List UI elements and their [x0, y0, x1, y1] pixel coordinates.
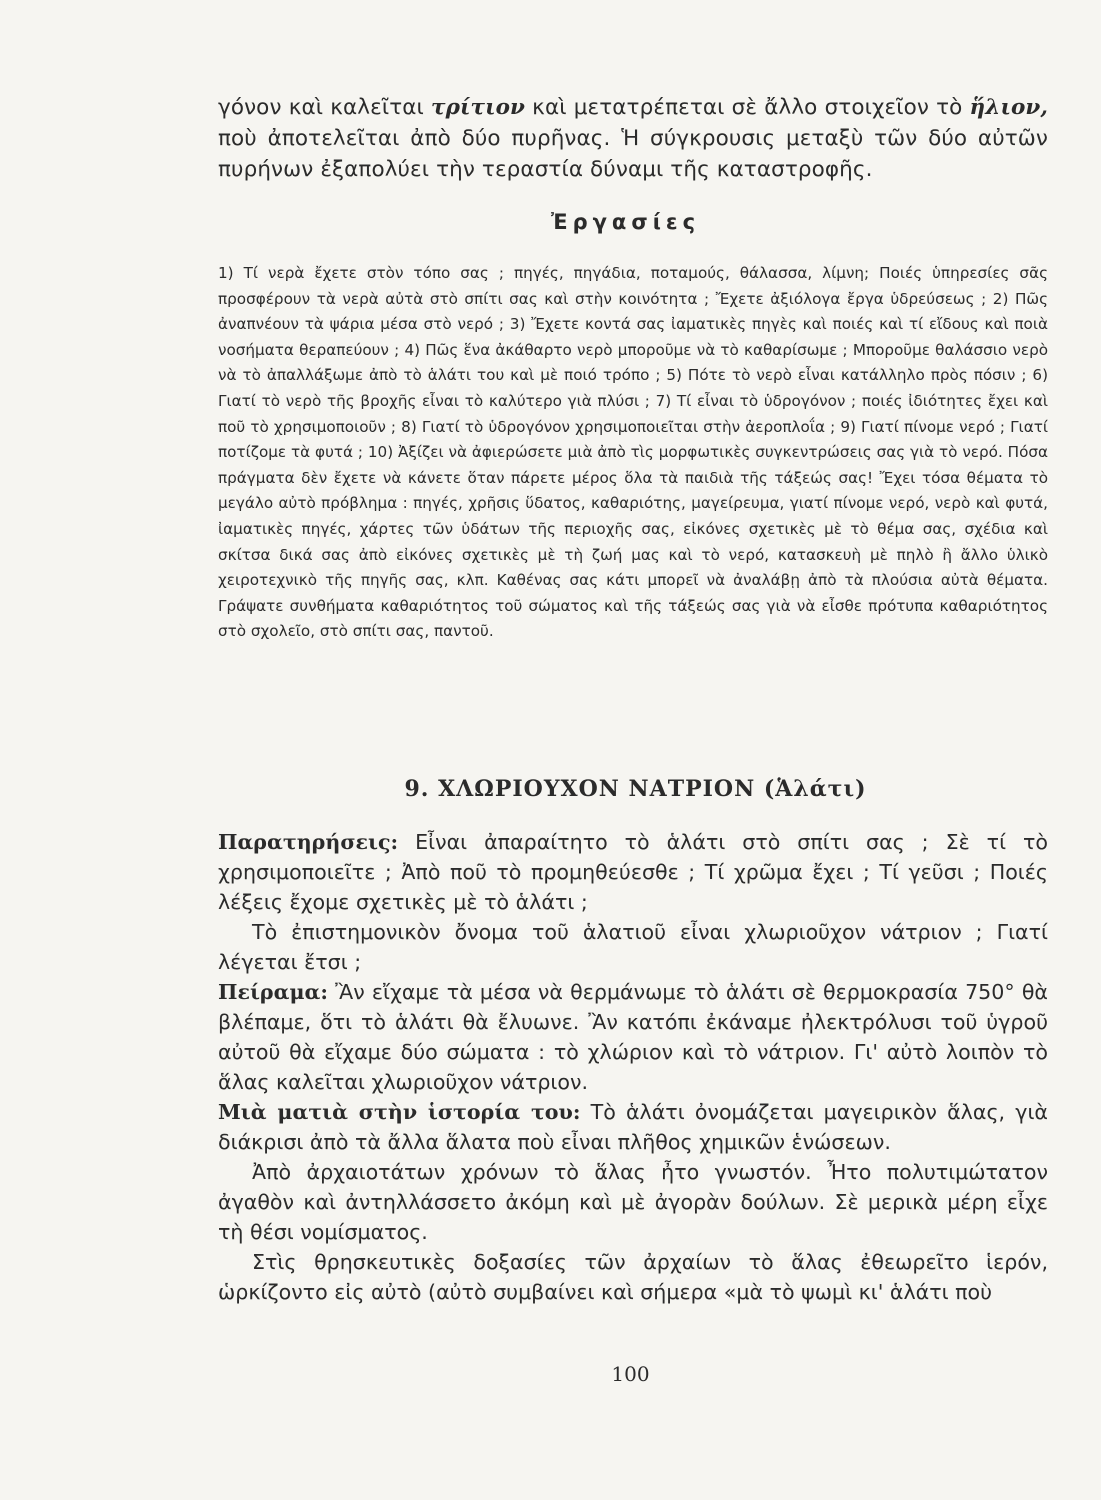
lead-history: Μιὰ ματιὰ στὴν ἱστορία του:	[218, 1100, 581, 1124]
paragraph-ancient-times: Ἀπὸ ἀρχαιοτάτων χρόνων τὸ ἅλας ἦτο γνωστόν. Ἦτο πολυτιμώτατον ἀγαθὸν καὶ ἀντηλλάσσετο ἀκόμη καὶ μὲ ἀγορὰν δούλων. Σὲ μερικὰ μέρη εἶχε τὴ θέσι νομίσματος.	[218, 1160, 1048, 1244]
section-heading: 9. ΧΛΩΡΙΟΥΧΟΝ ΝΑΤΡΙΟΝ (Ἁλάτι)	[404, 776, 867, 802]
intro-text	[218, 92, 1048, 185]
intro-paragraph	[218, 92, 1048, 185]
ergasies-heading: Ἐργασίες	[550, 210, 701, 234]
history-text: Τὸ ἁλάτι ὀνομάζεται μαγειρικὸν ἅλας, γιὰ διάκρισι ἀπὸ τὰ ἄλλα ἅλατα ποὺ εἶναι πλῆθος χημικῶν ἑνώσεων.	[218, 1100, 1048, 1154]
paragraph-scientific-name: Τὸ ἐπιστημονικὸν ὄνομα τοῦ ἁλατιοῦ εἶναι χλωριοῦχον νάτριον ; Γιατί λέγεται ἔτσι ;	[218, 920, 1048, 974]
lead-observations: Παρατηρήσεις:	[218, 830, 399, 854]
main-text	[218, 827, 1048, 1307]
paragraph-history	[218, 1097, 1048, 1157]
intro-text-2: καὶ μετατρέπεται σὲ ἄλλο στοιχεῖον τὸ	[525, 95, 970, 120]
page-number: 100	[611, 1362, 650, 1386]
term-helium: ἥλιον,	[969, 95, 1048, 120]
observations-text: Εἶναι ἀπαραίτητο τὸ ἁλάτι στὸ σπίτι σας ; Σὲ τί τὸ χρησιμοποιεῖτε ; Ἀπὸ ποῦ τὸ προμηθεύεσθε ; Τί χρῶμα ἔχει ; Τί γεῦσι ; Ποιές λέξεις ἔχομε σχετικὲς μὲ τὸ ἁλάτι ;	[218, 830, 1048, 914]
paragraph-religious-beliefs: Στὶς θρησκευτικὲς δοξασίες τῶν ἀρχαίων τὸ ἅλας ἐθεωρεῖτο ἱερόν, ὡρκίζοντο εἰς αὐτὸ (αὐτὸ συμβαίνει καὶ σήμερα «μὰ τὸ ψωμὶ κι' ἁλάτι ποὺ	[218, 1250, 1048, 1304]
intro-text-3: ποὺ ἀποτελεῖται ἀπὸ δύο πυρῆνας. Ἡ σύγκρουσις μεταξὺ τῶν δύο αὐτῶν πυρήνων ἐξαπολύει τὴν τεραστία δύναμι τῆς καταστροφῆς.	[218, 126, 1048, 182]
term-tritium: τρίτιον	[431, 95, 526, 120]
paragraph-experiment	[218, 977, 1048, 1097]
experiment-text: Ἂν εἴχαμε τὰ μέσα νὰ θερμάνωμε τὸ ἁλάτι σὲ θερμοκρασία 750° θὰ βλέπαμε, ὅτι τὸ ἁλάτι θὰ ἔλυωνε. Ἂν κατόπι ἐκάναμε ἠλεκτρόλυσι τοῦ ὑγροῦ αὐτοῦ θὰ εἴχαμε δύο σώματα : τὸ χλώριον καὶ τὸ νάτριον. Γι' αὐτὸ λοιπὸν τὸ ἅλας καλεῖται χλωριοῦχον νάτριον.	[218, 980, 1048, 1094]
ergasies-body: 1) Τί νερὰ ἔχετε στὸν τόπο σας ; πηγές, πηγάδια, ποταμούς, θάλασσα, λίμνη; Ποιές ὑπηρεσίες σᾶς προσφέρουν τὰ νερὰ αὐτὰ στὸ σπίτι σας καὶ στὴν κοινότητα ; Ἔχετε ἀξιόλογα ἔργα ὑδρεύσεως ; 2) Πῶς ἀναπνέουν τὰ ψάρια μέσα στὸ νερό ; 3) Ἔχετε κοντά σας ἰαματικὲς πηγὲς καὶ ποιές καὶ τί εἴδους καὶ ποιὰ νοσήματα θεραπεύουν ; 4) Πῶς ἕνα ἀκάθαρτο νερὸ μποροῦμε νὰ τὸ καθαρίσωμε ; Μποροῦμε θαλάσσιο νερὸ νὰ τὸ ἀπαλλάξωμε ἀπὸ τὸ ἁλάτι του καὶ μὲ ποιό τρόπο ; 5) Πότε τὸ νερὸ εἶναι κατάλληλο πρὸς πόσιν ; 6) Γιατί τὸ νερὸ τῆς βροχῆς εἶναι τὸ καλύτερο γιὰ πλύσι ; 7) Τί εἶναι τὸ ὑδρογόνον ; ποιές ἰδιότητες ἔχει καὶ ποῦ τὸ χρησιμοποιοῦν ; 8) Γιατί τὸ ὑδρογόνον χρησιμοποιεῖται στὴν ἀεροπλοΐα ; 9) Γιατί πίνομε νερό ; Γιατί ποτίζομε τὰ φυτά ; 10) Ἀξίζει νὰ ἀφιερώσετε μιὰ ἀπὸ τὶς μορφωτικὲς συγκεντρώσεις σας γιὰ τὸ νερό. Πόσα πράγματα δὲν ἔχετε νὰ κάνετε ὅταν πάρετε μέρος ὅλα τὰ παιδιὰ τῆς τάξεώς σας! Ἔχει τόσα θέματα τὸ μεγάλο αὐτὸ πρόβλημα : πηγές, χρῆσις ὕδατος, καθαριότης, μαγείρευμα, γιατί πίνομε νερό, νερὸ καὶ φυτά, ἰαματικὲς πηγές, χάρτες τῶν ὑδάτων τῆς περιοχῆς σας, εἰκόνες σχετικὲς μὲ τὸ θέμα σας, σχέδια καὶ σκίτσα δικά σας ἀπὸ εἰκόνες σχετικὲς μὲ τὴ ζωή μας καὶ τὸ νερό, κατασκευὴ μὲ πηλὸ ἢ ἄλλο ὑλικὸ χειροτεχνικὸ τῆς πηγῆς σας, κλπ. Καθένας σας κάτι μπορεῖ νὰ ἀναλάβῃ ἀπὸ τὰ πλούσια αὐτὰ θέματα. Γράψατε συνθήματα καθαριότητος τοῦ σώματος καὶ τῆς τάξεώς σας γιὰ νὰ εἶσθε πρότυπα καθαριότητος στὸ σχολεῖο, στὸ σπίτι σας, παντοῦ.	[218, 264, 1048, 641]
intro-text-1: γόνον καὶ καλεῖται	[218, 95, 432, 120]
lead-experiment: Πείραμα:	[218, 980, 328, 1004]
paragraph-observations	[218, 827, 1048, 917]
